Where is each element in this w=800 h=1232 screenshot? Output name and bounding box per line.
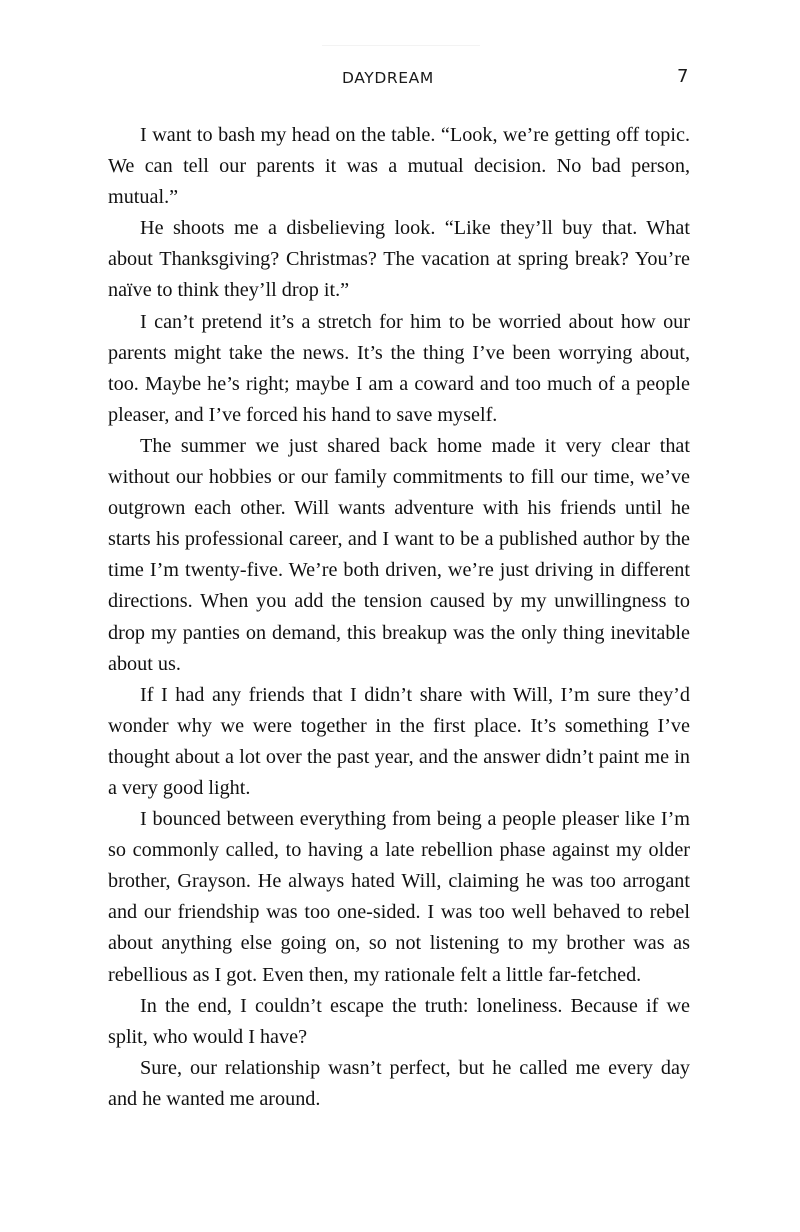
paragraph: He shoots me a disbelieving look. “Like they’ll buy that. What about Thanksgiving? Christmas? The vacation at spring break? You’re naïve to think they’ll drop it.” — [108, 217, 690, 302]
running-head — [0, 66, 800, 94]
paragraph: I can’t pretend it’s a stretch for him to be worried about how our parents might take the news. It’s the thing I’ve been worrying about, too. Maybe he’s right; maybe I am a coward and too much of a people pleaser, and I’ve forced his hand to save myself. — [108, 310, 690, 426]
paragraph: I bounced between everything from being a people pleaser like I’m so commonly called, to having a late rebellion phase against my older brother, Grayson. He always hated Will, claiming he was too arrogant and our friendship was too one-sided. I was too well behaved to rebel about anything else going on, so not listening to my brother was as rebellious as I got. Even then, my rationale felt a little far-fetched. — [108, 808, 690, 986]
paragraph: The summer we just shared back home made it very clear that without our hobbies or our family commitments to fill our time, we’ve outgrown each other. Will wants adventure with his friends until he starts his professional career, and I want to be a published author by the time I’m twenty-five. We’re both driven, we’re just driving in different directions. When you add the tension caused by my unwillingness to drop my panties on demand, this breakup was the only thing inevitable about us. — [108, 434, 690, 675]
paragraph: In the end, I couldn’t escape the truth: loneliness. Because if we split, who would I have? — [108, 994, 690, 1048]
paragraph: I want to bash my head on the table. “Look, we’re getting off topic. We can tell our parents it was a mutual decision. No bad person, mutual.” — [108, 124, 690, 209]
paragraph: If I had any friends that I didn’t share with Will, I’m sure they’d wonder why we were together in the first place. It’s something I’ve thought about a lot over the past year, and the answer didn’t paint me in a very good light. — [108, 683, 690, 799]
scan-artifact-line — [322, 45, 480, 46]
paragraph: Sure, our relationship wasn’t perfect, but he called me every day and he wanted me around. — [108, 1056, 690, 1110]
running-title: DAYDREAM — [342, 69, 434, 87]
page-number: 7 — [677, 66, 689, 87]
body-text — [108, 120, 690, 1115]
